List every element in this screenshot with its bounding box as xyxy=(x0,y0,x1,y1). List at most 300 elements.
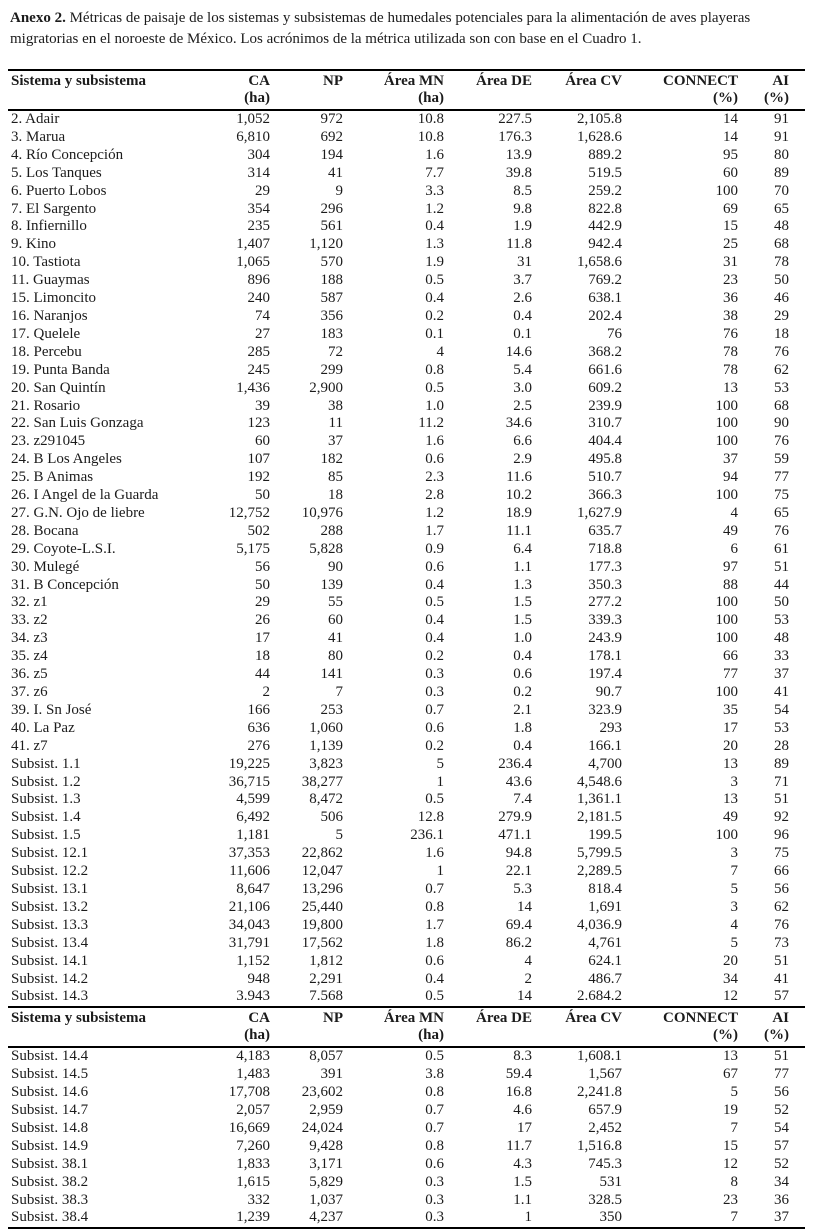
value-cell: 3 xyxy=(730,845,738,862)
row-label-cell: 19. Punta Banda xyxy=(11,361,110,378)
value-cell: 18.9 xyxy=(505,504,532,521)
table-row xyxy=(8,451,805,469)
value-cell: 57 xyxy=(774,1137,789,1154)
value-cell: 1.0 xyxy=(513,630,532,647)
table-row xyxy=(8,881,805,899)
value-cell: 43.6 xyxy=(505,773,532,790)
value-cell: 896 xyxy=(247,272,270,289)
value-cell: 0.2 xyxy=(425,307,444,324)
value-cell: 71 xyxy=(774,773,789,790)
value-cell: 7.7 xyxy=(425,164,444,181)
value-cell: 10.8 xyxy=(417,128,444,145)
value-cell: 7 xyxy=(633,1209,747,1228)
value-cell: 227.5 xyxy=(498,111,532,127)
value-cell: 288 xyxy=(320,522,343,539)
table-row xyxy=(8,845,805,863)
value-cell: 89 xyxy=(774,755,789,772)
table-row xyxy=(8,487,805,505)
table-row xyxy=(8,415,805,433)
value-cell: 314 xyxy=(247,164,270,181)
value-cell: 5 xyxy=(436,755,444,772)
value-cell: 41 xyxy=(328,630,343,647)
value-cell: 1.9 xyxy=(425,254,444,271)
value-cell: 70 xyxy=(774,182,789,199)
value-cell: 243.9 xyxy=(588,630,622,647)
value-cell: 0.8 xyxy=(425,1084,444,1101)
value-cell: 0.8 xyxy=(425,1137,444,1154)
value-cell: 141 xyxy=(320,666,343,683)
value-cell: 100 xyxy=(715,182,738,199)
value-cell: 9.8 xyxy=(513,200,532,217)
row-label-cell: 34. z3 xyxy=(11,630,48,647)
column-header-sistema xyxy=(8,1007,207,1047)
value-cell: 4.6 xyxy=(513,1102,532,1119)
value-cell: 4,183 xyxy=(236,1048,270,1065)
value-cell: 4 xyxy=(730,916,738,933)
value-cell: 27 xyxy=(255,325,270,342)
value-cell: 1.5 xyxy=(513,612,532,629)
value-cell: 3.0 xyxy=(513,379,532,396)
value-cell: 1,608.1 xyxy=(577,1048,622,1065)
table-row xyxy=(8,290,805,308)
value-cell: 11,606 xyxy=(229,863,270,880)
value-cell: 4 xyxy=(730,504,738,521)
value-cell: 609.2 xyxy=(588,379,622,396)
value-cell: 123 xyxy=(247,415,270,432)
value-cell: 5.3 xyxy=(513,880,532,897)
value-cell: 69.4 xyxy=(505,916,532,933)
value-cell: 202.4 xyxy=(588,307,622,324)
value-cell: 23,602 xyxy=(301,1084,343,1101)
value-cell: 1,691 xyxy=(588,898,622,915)
row-label-cell: 24. B Los Angeles xyxy=(11,451,122,468)
column-header-area-cv xyxy=(537,1007,633,1047)
value-cell: 89 xyxy=(774,164,789,181)
value-cell: 3 xyxy=(730,898,738,915)
value-cell: 14 xyxy=(723,128,738,145)
value-cell: 0.6 xyxy=(425,451,444,468)
value-cell: 3.3 xyxy=(425,182,444,199)
table-row xyxy=(8,899,805,917)
value-cell: 245 xyxy=(247,361,270,378)
column-header-unit xyxy=(277,1027,343,1044)
value-cell: 2,105.8 xyxy=(577,111,622,127)
value-cell: 1,483 xyxy=(236,1066,270,1083)
value-cell: 1.2 xyxy=(425,504,444,521)
table-row xyxy=(8,648,805,666)
value-cell: 4 xyxy=(436,343,444,360)
row-label-cell: 7. El Sargento xyxy=(11,200,97,217)
value-cell: 4,036.9 xyxy=(577,916,622,933)
column-header-label: CA xyxy=(248,1010,270,1027)
value-cell: 8,057 xyxy=(309,1048,343,1065)
table-row xyxy=(8,505,805,523)
value-cell: 323.9 xyxy=(588,701,622,718)
column-header-area-mn xyxy=(348,70,447,110)
value-cell: 354 xyxy=(247,200,270,217)
value-cell: 21,106 xyxy=(228,898,270,915)
column-header-ai xyxy=(747,70,805,110)
value-cell: 76 xyxy=(723,325,738,342)
value-cell: 1.6 xyxy=(425,146,444,163)
value-cell: 91 xyxy=(774,128,789,145)
value-cell: 37 xyxy=(723,451,738,468)
row-label-cell: Subsist. 14.5 xyxy=(11,1066,89,1083)
value-cell: 2,181.5 xyxy=(577,809,622,826)
value-cell: 0.8 xyxy=(425,361,444,378)
row-label-cell: 33. z2 xyxy=(11,612,48,629)
value-cell: 13 xyxy=(723,791,738,808)
value-cell: 16,669 xyxy=(228,1119,270,1136)
value-cell: 253 xyxy=(320,701,343,718)
value-cell: 0.7 xyxy=(425,1119,444,1136)
row-label-cell: 25. B Animas xyxy=(11,469,94,486)
value-cell: 1.9 xyxy=(513,218,532,235)
column-header-unit: (ha) xyxy=(244,90,270,106)
column-header-connect xyxy=(633,1007,747,1047)
value-cell: 48 xyxy=(774,218,789,235)
value-cell: 1.5 xyxy=(513,1173,532,1190)
value-cell: 57 xyxy=(774,988,789,1005)
value-cell: 65 xyxy=(774,200,789,217)
value-cell: 41 xyxy=(328,164,343,181)
value-cell: 2,291 xyxy=(309,970,343,987)
column-header-label: Área MN xyxy=(383,1010,444,1027)
value-cell: 0.8 xyxy=(425,898,444,915)
value-cell: 51 xyxy=(774,791,789,808)
value-cell: 3 xyxy=(730,773,738,790)
row-label-cell: 27. G.N. Ojo de liebre xyxy=(11,504,145,521)
value-cell: 0.2 xyxy=(425,648,444,665)
value-cell: 3,823 xyxy=(309,755,343,772)
row-label-cell: Subsist. 14.6 xyxy=(11,1084,89,1101)
value-cell: 50 xyxy=(255,487,270,504)
row-label-cell: 22. San Luis Gonzaga xyxy=(11,415,144,432)
table-row xyxy=(8,183,805,201)
value-cell: 5.4 xyxy=(513,361,532,378)
value-cell: 0.6 xyxy=(425,952,444,969)
value-cell: 0.9 xyxy=(425,540,444,557)
value-cell: 506 xyxy=(320,809,343,826)
value-cell: 1,052 xyxy=(236,111,270,127)
value-cell: 0.1 xyxy=(425,325,444,342)
value-cell: 1,812 xyxy=(309,952,343,969)
value-cell: 31,791 xyxy=(228,934,270,951)
table-row xyxy=(8,988,805,1007)
value-cell: 638.1 xyxy=(588,290,622,307)
table-row xyxy=(8,612,805,630)
column-header-unit xyxy=(11,1027,207,1044)
column-header-unit: (ha) xyxy=(244,1027,270,1044)
column-header-label: Sistema y subsistema xyxy=(11,73,147,89)
value-cell: 9 xyxy=(335,182,343,199)
value-cell: 12.8 xyxy=(417,809,444,826)
value-cell: 0.4 xyxy=(425,630,444,647)
value-cell: 769.2 xyxy=(588,272,622,289)
table-row xyxy=(8,1102,805,1120)
row-label-cell: Subsist. 1.5 xyxy=(11,827,81,844)
value-cell: 194 xyxy=(320,146,343,163)
value-cell: 14 xyxy=(723,111,738,127)
value-cell: 100 xyxy=(715,397,738,414)
value-cell: 85 xyxy=(328,469,343,486)
value-cell: 1,239 xyxy=(207,1209,277,1228)
value-cell: 239.9 xyxy=(588,397,622,414)
value-cell: 13 xyxy=(723,379,738,396)
row-label-cell: 37. z6 xyxy=(11,684,48,700)
value-cell: 2.684.2 xyxy=(577,988,622,1005)
value-cell: 53 xyxy=(774,612,789,629)
column-header-area-de xyxy=(447,70,537,110)
row-label-cell: 21. Rosario xyxy=(11,397,81,414)
value-cell: 78 xyxy=(723,343,738,360)
table-row xyxy=(8,398,805,416)
value-cell: 50 xyxy=(774,594,789,611)
value-cell: 0.7 xyxy=(425,1102,444,1119)
row-label-cell: 28. Bocana xyxy=(11,522,79,539)
value-cell: 25,440 xyxy=(301,898,343,915)
value-cell: 0.4 xyxy=(425,218,444,235)
column-header-label: CONNECT xyxy=(662,1010,738,1027)
column-header-ai xyxy=(747,1007,805,1047)
value-cell: 8,472 xyxy=(309,791,343,808)
value-cell: 19,225 xyxy=(228,755,270,772)
column-header-unit: (%) xyxy=(764,90,789,106)
table-row xyxy=(8,236,805,254)
value-cell: 16.8 xyxy=(505,1084,532,1101)
value-cell: 72 xyxy=(328,343,343,360)
value-cell: 0.4 xyxy=(513,737,532,754)
value-cell: 17 xyxy=(517,1119,532,1136)
value-cell: 15 xyxy=(723,218,738,235)
table-header-repeated xyxy=(8,1007,805,1047)
table-row xyxy=(8,684,805,702)
value-cell: 1.6 xyxy=(425,845,444,862)
value-cell: 12,752 xyxy=(228,504,270,521)
value-cell: 948 xyxy=(247,970,270,987)
table-row xyxy=(8,201,805,219)
value-cell: 192 xyxy=(247,469,270,486)
value-cell: 0.5 xyxy=(425,272,444,289)
table-row xyxy=(8,110,805,129)
value-cell: 404.4 xyxy=(588,433,622,450)
value-cell: 0.5 xyxy=(425,594,444,611)
value-cell: 62 xyxy=(774,898,789,915)
value-cell: 34 xyxy=(774,1173,789,1190)
column-header-unit: (%) xyxy=(764,1027,789,1044)
value-cell: 100 xyxy=(715,487,738,504)
table-header-top xyxy=(8,70,805,110)
table-row xyxy=(8,1209,805,1228)
value-cell: 11.8 xyxy=(506,236,532,253)
value-cell: 17 xyxy=(255,630,270,647)
row-label-cell: 16. Naranjos xyxy=(11,307,88,324)
metrics-table xyxy=(8,69,805,1229)
row-label-cell: 36. z5 xyxy=(11,666,48,683)
value-cell: 1.6 xyxy=(425,433,444,450)
value-cell: 11.1 xyxy=(506,522,532,539)
value-cell: 50 xyxy=(255,576,270,593)
value-cell: 510.7 xyxy=(588,469,622,486)
value-cell: 20 xyxy=(723,952,738,969)
value-cell: 11 xyxy=(328,415,343,432)
value-cell: 77 xyxy=(774,469,789,486)
value-cell: 1.1 xyxy=(513,558,532,575)
value-cell: 61 xyxy=(774,540,789,557)
value-cell: 11.7 xyxy=(506,1137,532,1154)
value-cell: 25 xyxy=(723,236,738,253)
column-header-ca xyxy=(207,70,277,110)
value-cell: 0.4 xyxy=(425,576,444,593)
value-cell: 368.2 xyxy=(588,343,622,360)
row-label-cell: Subsist. 38.2 xyxy=(11,1173,89,1190)
value-cell: 44 xyxy=(255,666,270,683)
table-row xyxy=(8,380,805,398)
row-label-cell: 4. Río Concepción xyxy=(11,146,124,163)
value-cell: 13 xyxy=(723,755,738,772)
value-cell: 822.8 xyxy=(588,200,622,217)
value-cell: 13.9 xyxy=(505,146,532,163)
row-label-cell: 30. Mulegé xyxy=(11,558,80,575)
value-cell: 0.4 xyxy=(425,290,444,307)
row-label-cell: 5. Los Tanques xyxy=(11,164,102,181)
value-cell: 2 xyxy=(262,684,270,700)
column-header-label: Área CV xyxy=(565,73,622,89)
value-cell: 188 xyxy=(320,272,343,289)
row-label-cell: Subsist. 14.2 xyxy=(11,970,89,987)
row-label-cell: Subsist. 13.2 xyxy=(11,898,89,915)
value-cell: 2,900 xyxy=(309,379,343,396)
table-row xyxy=(8,362,805,380)
value-cell: 88 xyxy=(723,576,738,593)
table-row xyxy=(8,1192,805,1210)
value-cell: 8,647 xyxy=(236,880,270,897)
value-cell: 391 xyxy=(320,1066,343,1083)
value-cell: 1 xyxy=(436,863,444,880)
row-label-cell: 10. Tastiota xyxy=(11,254,81,271)
value-cell: 7 xyxy=(730,1119,738,1136)
table-row xyxy=(8,469,805,487)
value-cell: 44 xyxy=(774,576,789,593)
value-cell: 818.4 xyxy=(588,880,622,897)
column-header-label: NP xyxy=(323,73,343,89)
value-cell: 4,599 xyxy=(236,791,270,808)
value-cell: 0.1 xyxy=(513,325,532,342)
value-cell: 3.7 xyxy=(513,272,532,289)
column-header-label: NP xyxy=(323,1010,343,1027)
value-cell: 41 xyxy=(774,970,789,987)
value-cell: 37,353 xyxy=(228,845,270,862)
value-cell: 35 xyxy=(723,701,738,718)
value-cell: 471.1 xyxy=(498,827,532,844)
value-cell: 972 xyxy=(320,111,343,127)
value-cell: 28 xyxy=(774,737,789,754)
value-cell: 94 xyxy=(723,469,738,486)
value-cell: 56 xyxy=(255,558,270,575)
value-cell: 296 xyxy=(320,200,343,217)
value-cell: 56 xyxy=(774,880,789,897)
row-label-cell: Subsist. 14.1 xyxy=(11,952,89,969)
column-header-label: CA xyxy=(248,73,270,89)
table-row xyxy=(8,1120,805,1138)
table-row xyxy=(8,272,805,290)
table-row xyxy=(8,1138,805,1156)
value-cell: 0.2 xyxy=(425,737,444,754)
value-cell: 177.3 xyxy=(588,558,622,575)
value-cell: 12,047 xyxy=(301,863,343,880)
column-header-unit xyxy=(11,90,207,107)
value-cell: 65 xyxy=(774,504,789,521)
value-cell: 52 xyxy=(774,1155,789,1172)
value-cell: 4,761 xyxy=(588,934,622,951)
value-cell: 1.8 xyxy=(513,719,532,736)
value-cell: 107 xyxy=(247,451,270,468)
value-cell: 5,828 xyxy=(309,540,343,557)
value-cell: 5 xyxy=(730,1084,738,1101)
value-cell: 293 xyxy=(599,719,622,736)
row-label-cell: 23. z291045 xyxy=(11,433,86,450)
value-cell: 14 xyxy=(517,898,532,915)
table-caption xyxy=(10,8,822,50)
row-label-cell: Subsist. 14.4 xyxy=(11,1048,89,1065)
value-cell: 11.2 xyxy=(418,415,444,432)
value-cell: 4,237 xyxy=(277,1209,348,1228)
value-cell: 7 xyxy=(335,684,343,700)
value-cell: 1,516.8 xyxy=(577,1137,622,1154)
row-label-cell: 41. z7 xyxy=(11,737,48,754)
table-row xyxy=(8,774,805,792)
value-cell: 18 xyxy=(255,648,270,665)
value-cell: 6,492 xyxy=(236,809,270,826)
value-cell: 2.9 xyxy=(513,451,532,468)
value-cell: 4.3 xyxy=(513,1155,532,1172)
value-cell: 73 xyxy=(774,934,789,951)
column-header-unit xyxy=(447,90,532,107)
value-cell: 197.4 xyxy=(588,666,622,683)
value-cell: 4 xyxy=(524,952,532,969)
value-cell: 661.6 xyxy=(588,361,622,378)
column-header-label: Área CV xyxy=(565,1010,622,1027)
value-cell: 1.1 xyxy=(513,1191,532,1208)
value-cell: 2 xyxy=(524,970,532,987)
value-cell: 59.4 xyxy=(505,1066,532,1083)
column-header-label: Sistema y subsistema xyxy=(11,1010,147,1027)
value-cell: 90 xyxy=(774,415,789,432)
value-cell: 26 xyxy=(255,612,270,629)
value-cell: 94.8 xyxy=(505,845,532,862)
value-cell: 96 xyxy=(774,827,789,844)
column-header-unit: (%) xyxy=(713,90,738,106)
value-cell: 66 xyxy=(774,863,789,880)
row-label-cell: 32. z1 xyxy=(11,594,48,611)
value-cell: 68 xyxy=(774,397,789,414)
value-cell: 18 xyxy=(328,487,343,504)
value-cell: 86.2 xyxy=(505,934,532,951)
value-cell: 23 xyxy=(723,272,738,289)
row-label-cell: 26. I Angel de la Guarda xyxy=(11,487,159,504)
row-label-cell: 15. Limoncito xyxy=(11,290,96,307)
row-label-cell: Subsist. 38.1 xyxy=(11,1155,89,1172)
value-cell: 8.5 xyxy=(513,182,532,199)
row-label-cell: Subsist. 12.2 xyxy=(11,863,89,880)
value-cell: 67 xyxy=(723,1066,738,1083)
table-row xyxy=(8,756,805,774)
value-cell: 0.6 xyxy=(513,666,532,683)
value-cell: 0.4 xyxy=(425,970,444,987)
table-row xyxy=(8,1174,805,1192)
value-cell: 100 xyxy=(715,684,738,700)
value-cell: 76 xyxy=(774,522,789,539)
